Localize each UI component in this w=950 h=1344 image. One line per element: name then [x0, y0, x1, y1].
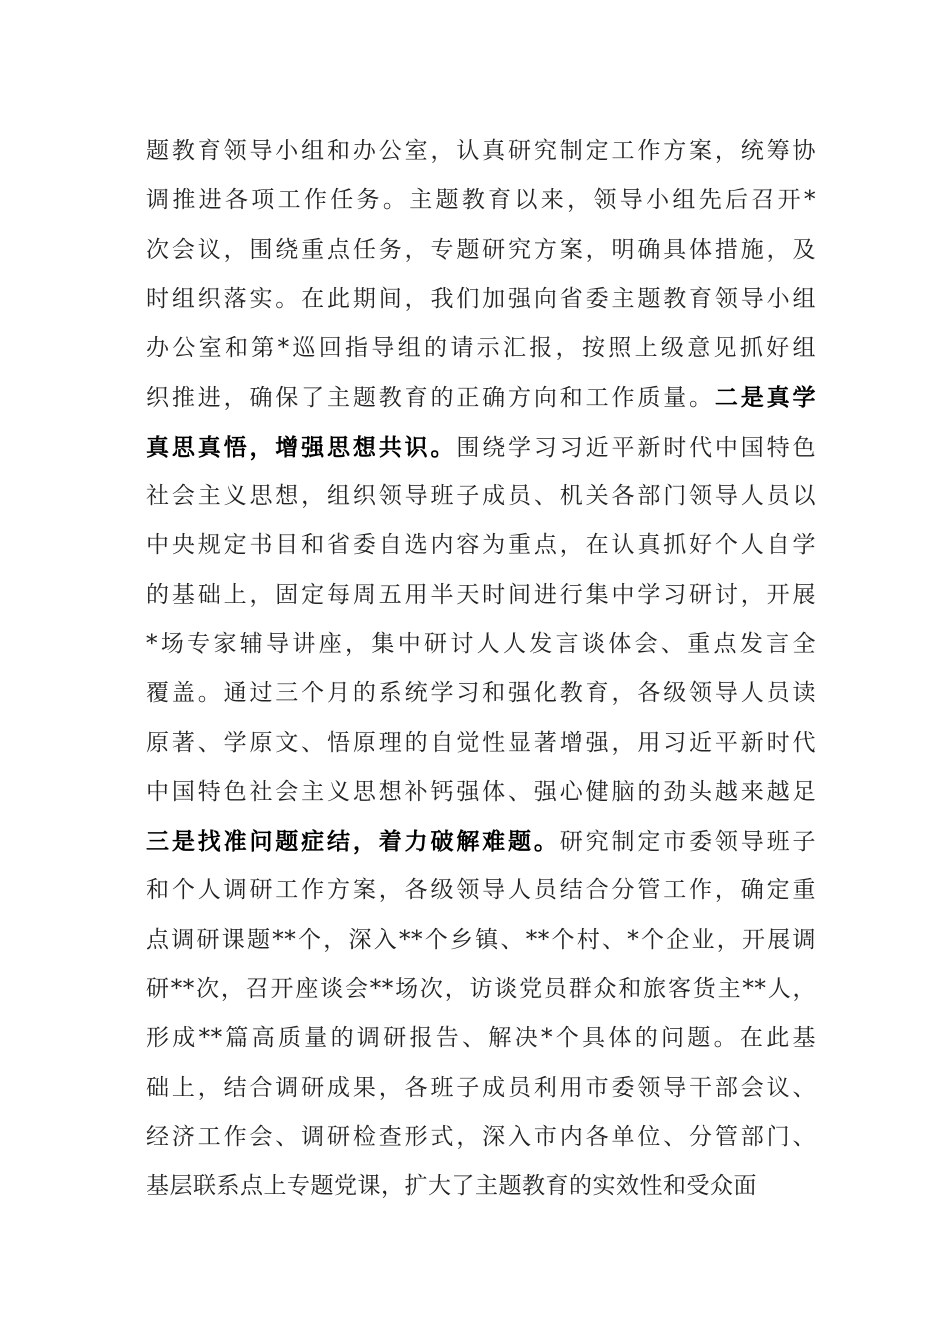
line-text: 时组织落实。在此期间，我们加强向省委主题教育领导小组 — [146, 285, 816, 312]
line-text: 题教育领导小组和办公室，认真研究制定工作方案，统筹协 — [146, 138, 816, 164]
line-text: 原著、学原文、悟原理的自觉性显著增强，用习近平新时代 — [146, 729, 816, 756]
line-text: 研究制定市委领导班子 — [559, 829, 817, 856]
text-line — [146, 226, 816, 275]
text-line — [146, 719, 816, 768]
line-text: 的基础上，固定每周五用半天时间进行集中学习研讨，开展 — [146, 581, 816, 608]
text-line — [146, 768, 816, 817]
line-text: 研**次，召开座谈会**场次，访谈党员群众和旅客货主**人， — [146, 976, 816, 1003]
line-text: 形成**篇高质量的调研报告、解决*个具体的问题。在此基 — [146, 1025, 816, 1052]
bold-heading: 真思真悟，增强思想共识。 — [146, 433, 457, 461]
line-text: 调推进各项工作任务。主题教育以来，领导小组先后召开* — [146, 187, 816, 214]
text-line — [146, 965, 816, 1014]
body-text — [146, 127, 816, 1212]
bold-heading: 二是真学 — [714, 384, 817, 412]
text-line — [146, 423, 816, 472]
text-line — [146, 866, 816, 915]
text-line — [146, 127, 816, 176]
line-text: 围绕学习习近平新时代中国特色 — [456, 434, 817, 461]
text-line — [146, 620, 816, 669]
bold-heading: 三是找准问题症结，着力破解难题。 — [146, 828, 560, 856]
text-line — [146, 916, 816, 965]
line-text: 基层联系点上专题党课，扩大了主题教育的实效性和受众面 — [146, 1173, 757, 1200]
text-line — [146, 1014, 816, 1063]
text-line — [146, 176, 816, 225]
line-text: 中央规定书目和省委自选内容为重点，在认真抓好个人自学 — [146, 532, 816, 559]
line-text: 织推进，确保了主题教育的正确方向和工作质量。 — [146, 385, 715, 412]
line-text: 中国特色社会主义思想补钙强体、强心健脑的劲头越来越足 — [146, 778, 816, 805]
line-text: 覆盖。通过三个月的系统学习和强化教育，各级领导人员读 — [146, 680, 816, 707]
line-text: 点调研课题**个，深入**个乡镇、**个村、*个企业，开展调 — [146, 926, 816, 953]
text-line — [146, 1064, 816, 1113]
line-text: 经济工作会、调研检查形式，深入市内各单位、分管部门、 — [146, 1123, 816, 1150]
text-line — [146, 669, 816, 718]
line-text: 社会主义思想，组织领导班子成员、机关各部门领导人员以 — [146, 483, 816, 510]
line-text: 次会议，围绕重点任务，专题研究方案，明确具体措施，及 — [146, 236, 816, 263]
text-line — [146, 817, 816, 866]
text-line — [146, 571, 816, 620]
line-text: 和个人调研工作方案，各级领导人员结合分管工作，确定重 — [146, 877, 816, 904]
text-line — [146, 521, 816, 570]
text-line — [146, 472, 816, 521]
text-line — [146, 324, 816, 373]
text-line — [146, 373, 816, 422]
text-line — [146, 1113, 816, 1162]
line-text: 础上，结合调研成果，各班子成员利用市委领导干部会议、 — [146, 1074, 816, 1101]
line-text: 办公室和第*巡回指导组的请示汇报，按照上级意见抓好组 — [146, 335, 816, 362]
text-line — [146, 275, 816, 324]
line-text: *场专家辅导讲座，集中研讨人人发言谈体会、重点发言全 — [146, 630, 816, 657]
text-line — [146, 1162, 816, 1211]
